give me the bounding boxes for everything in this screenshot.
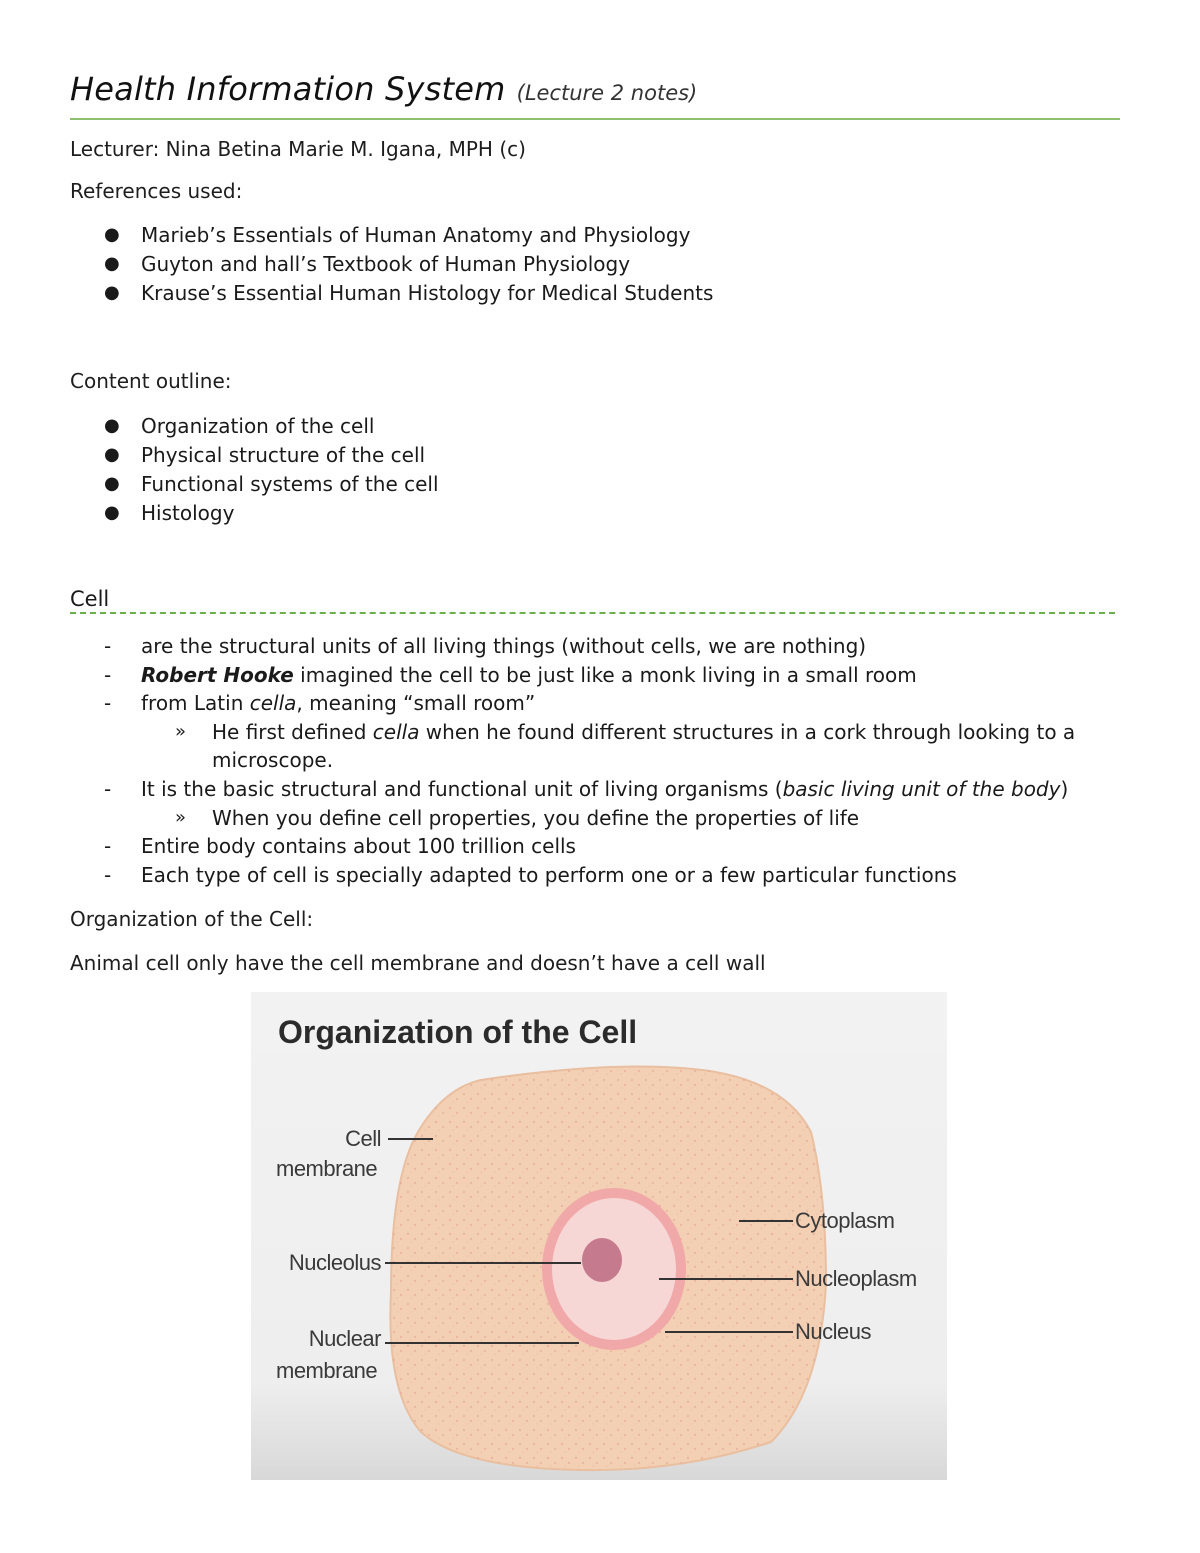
nucleolus-shape (582, 1238, 622, 1282)
label-nuclear-membrane: membrane (276, 1358, 378, 1383)
bullet-icon: ● (104, 253, 120, 274)
label-nuclear: Nuclear (308, 1326, 381, 1351)
section-title: Cell (70, 587, 110, 611)
dash-bullet: - (104, 662, 112, 687)
bullet-icon: ● (104, 415, 120, 436)
references-heading: References used: (70, 179, 243, 203)
dash-bullet: - (104, 691, 112, 716)
outline-heading: Content outline: (70, 369, 232, 393)
chevron-bullet-icon: » (175, 720, 187, 742)
label-nucleoplasm: Nucleoplasm (795, 1266, 917, 1291)
cell-section-heading (70, 586, 1115, 614)
animal-cell-note: Animal cell only have the cell membrane and doesn’t have a cell wall (70, 951, 766, 975)
label-cell-membrane: membrane (276, 1156, 378, 1181)
bullet-icon: ● (104, 444, 120, 465)
document-page: Health Information System (Lecture 2 notes) Lecturer: Nina Betina Marie M. Igana, MPH (c) References used: ● Marieb’s Essentials of Human Anatomy and Physiology ● Guyton and hall’s Textbook of Human Physiology ● Krause’s Essential Human Histology for Medical Students Content outline: ● Organization of the cell ● Physical structure of the cell ● Functional systems of the cell ● Histology Cell - are the structural units of all living things (without cells, we are nothing) - Robert Hooke imagined the cell to be just like a monk living in a small room - from Latin cella, meaning “small room” » He first defined cella when he found different structures in a cork through looking to a microscope. - It is the basic structural and functional unit of living organisms (basic living unit of the body) » When you define cell properties, you define the properties of life - Entire body contains about 100 trillion cells - Each type of cell is specially adapted to perform one or a few particular functions Organization of the Cell: Animal cell only have the cell membrane and doesn’t have a cell wall Organization of the Cell Cell membrane Nucleolus Nuclear membrane Cytoplasm Nucleoplasm Nucleus (0, 0, 1200, 1553)
dash-bullet: - (104, 862, 112, 887)
bullet-icon: ● (104, 502, 120, 523)
bullet-icon: ● (104, 282, 120, 303)
cell-diagram-figure (251, 992, 947, 1480)
dash-bullet: - (104, 634, 112, 658)
cell-diagram (251, 992, 947, 1480)
document-subtitle: (Lecture 2 notes) (516, 81, 698, 105)
label-cell: Cell (345, 1126, 381, 1151)
robert-hooke-name: Robert Hooke (141, 662, 294, 687)
lecturer-line: Lecturer: Nina Betina Marie M. Igana, MPH (c) (70, 137, 526, 161)
document-header (70, 70, 1120, 120)
dash-bullet: - (104, 834, 112, 859)
bullet-icon: ● (104, 473, 120, 494)
figure-title: Organization of the Cell (278, 1014, 638, 1050)
chevron-bullet-icon: » (175, 806, 187, 828)
dash-bullet: - (104, 776, 112, 801)
organization-heading: Organization of the Cell: (70, 907, 314, 931)
label-nucleolus: Nucleolus (288, 1250, 381, 1275)
label-cytoplasm: Cytoplasm (795, 1208, 895, 1233)
document-title: Health Information System (70, 70, 506, 108)
bullet-icon: ● (104, 224, 120, 245)
label-nucleus: Nucleus (795, 1319, 871, 1344)
